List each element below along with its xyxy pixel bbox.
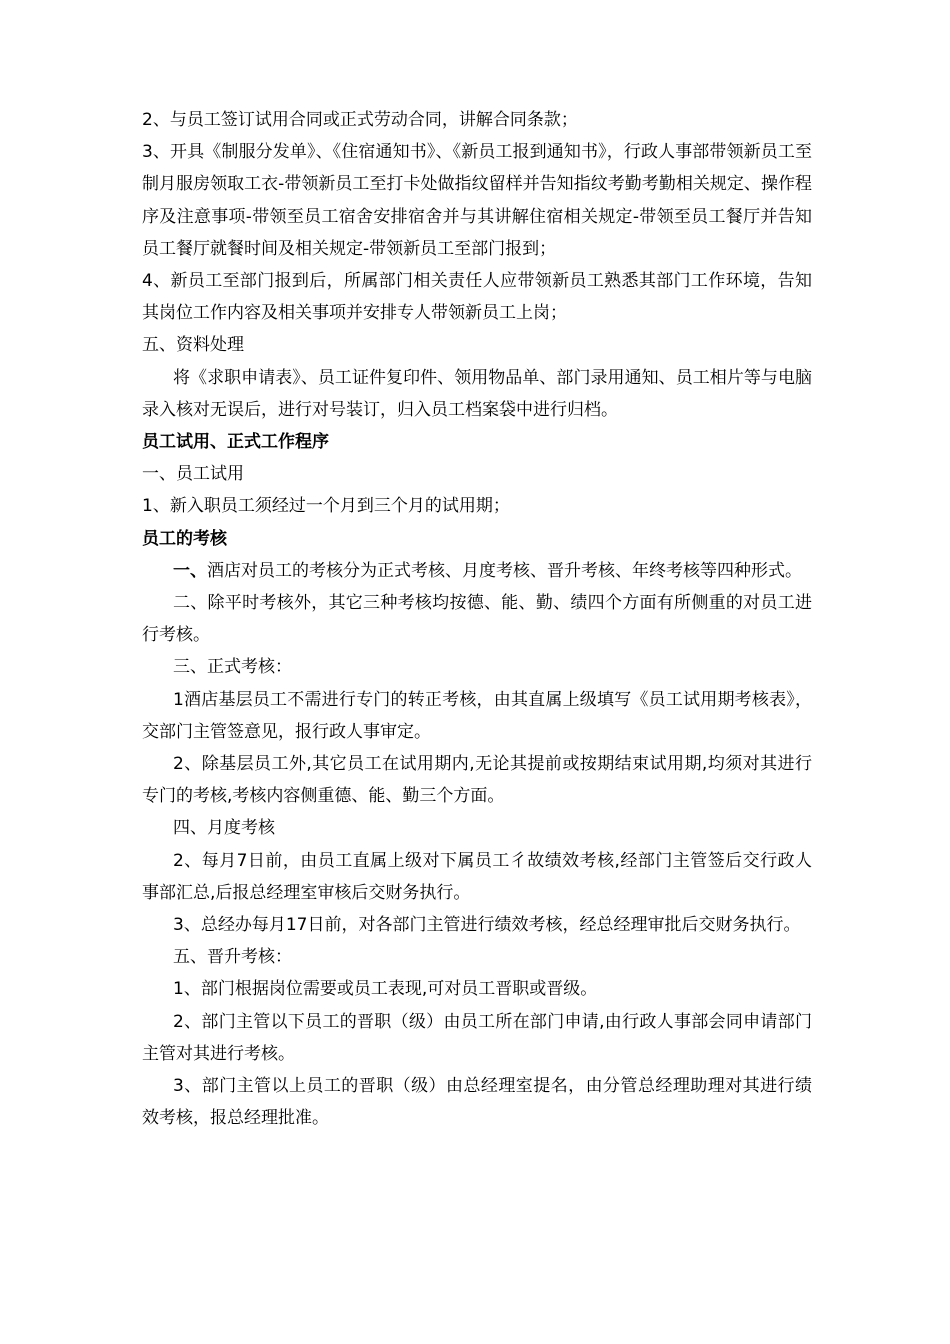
section-heading-formal: 三、正式考核：: [173, 657, 292, 678]
section-heading-promotion: 五、晋升考核：: [173, 947, 292, 968]
heading-probation-procedure: 员工试用、正式工作程序: [142, 432, 329, 453]
paragraph-department-report: 4、新员工至部门报到后，所属部门相关责任人应带领新员工熟悉其部门工作环境，告知其岗位工作内容及相关事项并安排专人带领新员工上岗；: [142, 271, 812, 324]
document-page: [142, 104, 812, 1135]
paragraph-formal-2: 2、除基层员工外,其它员工在试用期内,无论其提前或按期结束试用期,均须对其进行专门的考核,考核内容侧重德、能、勤三个方面。: [142, 754, 812, 807]
paragraph-promotion-2: 2、部门主管以下员工的晋职（级）由员工所在部门申请,由行政人事部会同申请部门主管对其进行考核。: [142, 1011, 812, 1064]
paragraph-onboarding-steps: 3、开具《制服分发单》、《住宿通知书》、《新员工报到通知书》，行政人事部带领新员工至制月服房领取工衣-带领新员工至打卡处做指纹留样并告知指纹考勤考勤相关规定、操作程序及注意事项-带领至员工宿舍安排宿舍并与其讲解住宿相关规定-带领至员工餐厅并告知员工餐厅就餐时间及相关规定-带领新员工至部门报到；: [142, 142, 812, 259]
paragraph-assessment-types: [142, 555, 812, 587]
section-heading-records: 五、资料处理: [142, 335, 244, 356]
paragraph-monthly-2: 2、每月7日前，由员工直属上级对下属员工彳故绩效考核,经部门主管签后交行政人事部汇总,后报总经理室审核后交财务执行。: [142, 850, 812, 903]
paragraph-assessment-aspects: 二、除平时考核外，其它三种考核均按德、能、勤、绩四个方面有所侧重的对员工进行考核。: [142, 593, 812, 646]
section-heading-monthly: 四、月度考核: [173, 818, 275, 839]
paragraph-promotion-1: 1、部门根据岗位需要或员工表现,可对员工晋职或晋级。: [173, 979, 598, 1000]
paragraph-probation-period: 1、新入职员工须经过一个月到三个月的试用期；: [142, 496, 510, 517]
paragraph-monthly-3: 3、总经办每月17日前，对各部门主管进行绩效考核，经总经理审批后交财务执行。: [173, 915, 801, 936]
paragraph-records: 将《求职申请表》、员工证件复印件、领用物品单、部门录用通知、员工相片等与电脑录入核对无误后，进行对号装订，归入员工档案袋中进行归档。: [142, 367, 812, 420]
paragraph-lead-number: 一、: [173, 560, 207, 581]
paragraph-assessment-types-text: 酒店对员工的考核分为正式考核、月度考核、晋升考核、年终考核等四种形式。: [207, 560, 802, 581]
paragraph-contract: 2、与员工签订试用合同或正式劳动合同，讲解合同条款；: [142, 110, 578, 130]
heading-assessment: 员工的考核: [142, 528, 227, 549]
paragraph-promotion-3: 3、部门主管以上员工的晋职（级）由总经理室提名，由分管总经理助理对其进行绩效考核，报总经理批准。: [142, 1076, 812, 1129]
section-heading-probation: 一、员工试用: [142, 464, 244, 485]
paragraph-formal-1: 1酒店基层员工不需进行专门的转正考核，由其直属上级填写《员工试用期考核表》，交部门主管签意见，报行政人事审定。: [142, 689, 812, 742]
